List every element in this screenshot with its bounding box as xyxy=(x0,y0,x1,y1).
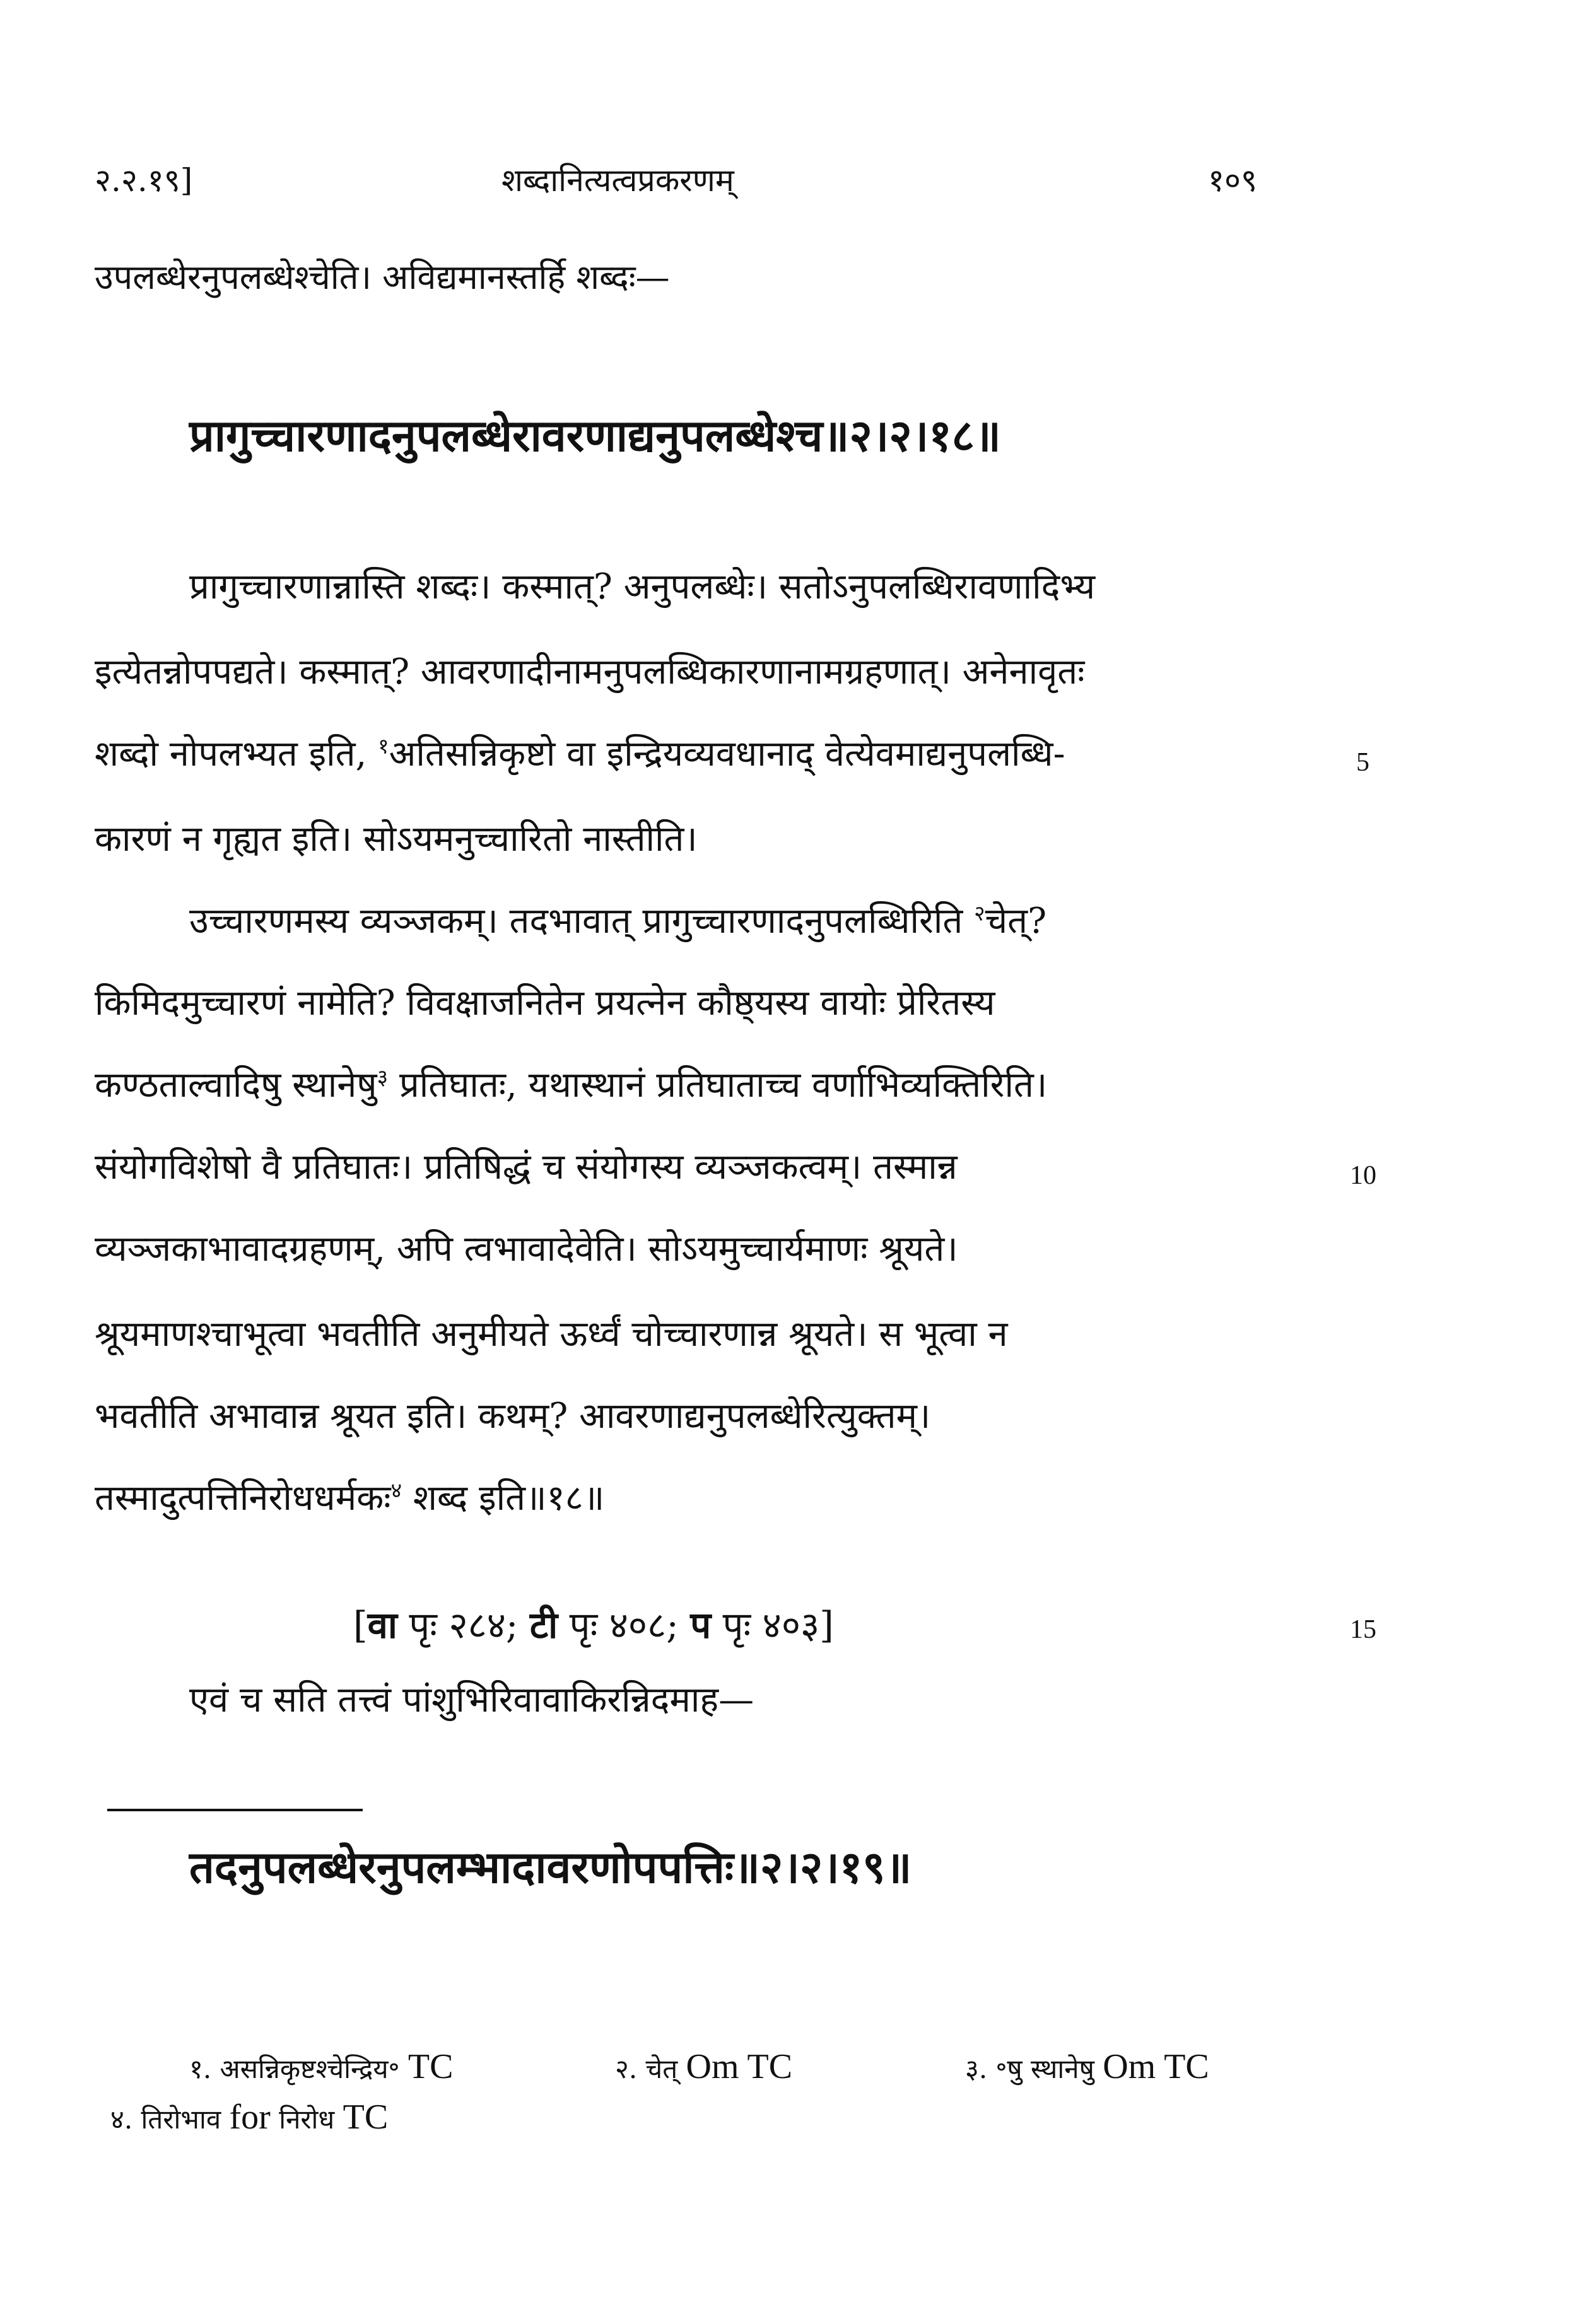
commentary-line-4: कारणं न गृह्यत इति। सोऽयमनुच्चारितो नास्तीति। xyxy=(95,819,698,860)
commentary-line-12 xyxy=(95,1473,604,1521)
commentary-line-6: किमिदमुच्चारणं नामेति? विवक्षाजनितेन प्रयत्नेन कौष्ठ्यस्य वायोः प्रेरितस्य xyxy=(95,983,995,1024)
ref-close-bracket: ] xyxy=(819,1604,834,1647)
footnote-4-text-2: निरोध xyxy=(279,2104,335,2135)
commentary-line-5-part-b: चेत्? xyxy=(985,901,1047,942)
footnote-4-for: for xyxy=(229,2098,271,2137)
commentary-line-10: श्रूयमाणश्चाभूत्वा भवतीति अनुमीयते ऊर्ध्वं चोच्चारणान्न श्रूयते। स भूत्वा न xyxy=(95,1314,1008,1355)
footnote-3 xyxy=(965,2047,1209,2087)
ref-va-page: पृः २८४; xyxy=(397,1604,530,1647)
sutra-19: तदनुपलब्धेरनुपलम्भादावरणोपपत्तिः॥२।२।१९॥ xyxy=(189,1841,912,1893)
footnote-ref-3[interactable]: ३ xyxy=(377,1065,389,1090)
commentary-line-7-part-a: कण्ठताल्वादिषु स्थानेषु xyxy=(95,1065,377,1106)
commentary-line-11: भवतीति अभावान्न श्रूयत इति। कथम्? आवरणाद्यनुपलब्धेरित्युक्तम्। xyxy=(95,1396,931,1437)
commentary-line-12-part-a: तस्मादुत्पत्तिनिरोधधर्मकः xyxy=(95,1478,391,1519)
ref-va: वा xyxy=(367,1604,397,1647)
sutra-18: प्रागुच्चारणादनुपलब्धेरावरणाद्यनुपलब्धेश्च॥२।२।१८॥ xyxy=(189,409,1001,462)
ref-ti-page: पृः ४०८; xyxy=(558,1604,691,1647)
commentary-line-8: संयोगविशेषो वै प्रतिघातः। प्रतिषिद्धं च संयोगस्य व्यञ्जकत्वम्। तस्मान्न xyxy=(95,1147,958,1188)
commentary-line-3-part-a: शब्दो नोपलभ्यत इति, xyxy=(95,733,378,774)
footnote-3-siglum: Om TC xyxy=(1103,2047,1209,2086)
footnote-2-siglum: Om TC xyxy=(686,2047,793,2086)
ref-pa: प xyxy=(690,1604,712,1647)
ref-open-bracket: [ xyxy=(353,1604,368,1647)
commentary-line-12-part-b: शब्द इति॥१८॥ xyxy=(402,1478,605,1519)
footnote-4-siglum: TC xyxy=(343,2098,389,2137)
footnote-4-text: ४. तिरोभाव xyxy=(110,2104,221,2135)
line-number-10: 10 xyxy=(1350,1161,1376,1190)
commentary-line-1: प्रागुच्चारणान्नास्ति शब्दः। कस्मात्? अनुपलब्धेः। सतोऽनुपलब्धिरावणादिभ्य xyxy=(189,566,1096,607)
line-number-5: 5 xyxy=(1356,748,1369,777)
footnote-ref-4[interactable]: ४ xyxy=(390,1478,402,1503)
footnote-ref-1[interactable]: १ xyxy=(378,733,389,759)
footnote-2-text: २. चेत् xyxy=(615,2053,678,2084)
ref-pa-page: पृः ४०३ xyxy=(711,1604,820,1647)
commentary-line-9: व्यञ्जकाभावादग्रहणम्, अपि त्वभावादेवेति। सोऽयमुच्चार्यमाणः श्रूयते। xyxy=(95,1229,958,1270)
footnote-rule xyxy=(107,1809,363,1811)
footnote-2 xyxy=(615,2047,792,2087)
line-number-15: 15 xyxy=(1350,1615,1376,1644)
commentary-line-5-part-a: उच्चारणमस्य व्यञ्जकम्। तदभावात् प्रागुच्चारणादनुपलब्धिरिति xyxy=(189,901,975,942)
footnote-4 xyxy=(110,2097,388,2137)
page-number: १०९ xyxy=(1208,162,1257,199)
ref-ti: टी xyxy=(529,1604,558,1647)
footnote-1 xyxy=(189,2047,453,2087)
commentary-line-7 xyxy=(95,1060,1047,1107)
commentary-line-3-part-b: अतिसन्निकृष्टो वा इन्द्रियव्यवधानाद् वेत्येवमाद्यनुपलब्धि- xyxy=(389,733,1065,774)
running-title: शब्दानित्यत्वप्रकरणम् xyxy=(501,162,734,199)
commentary-line-2: इत्येतन्नोपपद्यते। कस्मात्? आवरणादीनामनुपलब्धिकारणानामग्रहणात्। अनेनावृतः xyxy=(95,651,1085,692)
page-section-ref: २.२.१९] xyxy=(95,162,193,199)
footnote-ref-2[interactable]: २ xyxy=(974,901,985,926)
intro-line: उपलब्धेरनुपलब्धेश्चेति। अविद्यमानस्तर्हि शब्दः— xyxy=(95,257,670,297)
footnote-3-text: ३. ॰षु स्थानेषु xyxy=(965,2053,1094,2084)
footnote-1-text: १. असन्निकृष्टश्चेन्द्रिय॰ xyxy=(189,2053,400,2084)
commentary-line-3 xyxy=(95,728,1065,776)
cross-references xyxy=(353,1599,834,1649)
footnote-1-siglum: TC xyxy=(407,2047,454,2086)
commentary-line-5 xyxy=(189,896,1046,943)
commentary-line-7-part-b: प्रतिघातः, यथास्थानं प्रतिघाताच्च वर्णाभिव्यक्तिरिति। xyxy=(388,1065,1048,1106)
transition-line: एवं च सति तत्त्वं पांशुभिरिवावाकिरन्निदमाह— xyxy=(189,1679,754,1720)
